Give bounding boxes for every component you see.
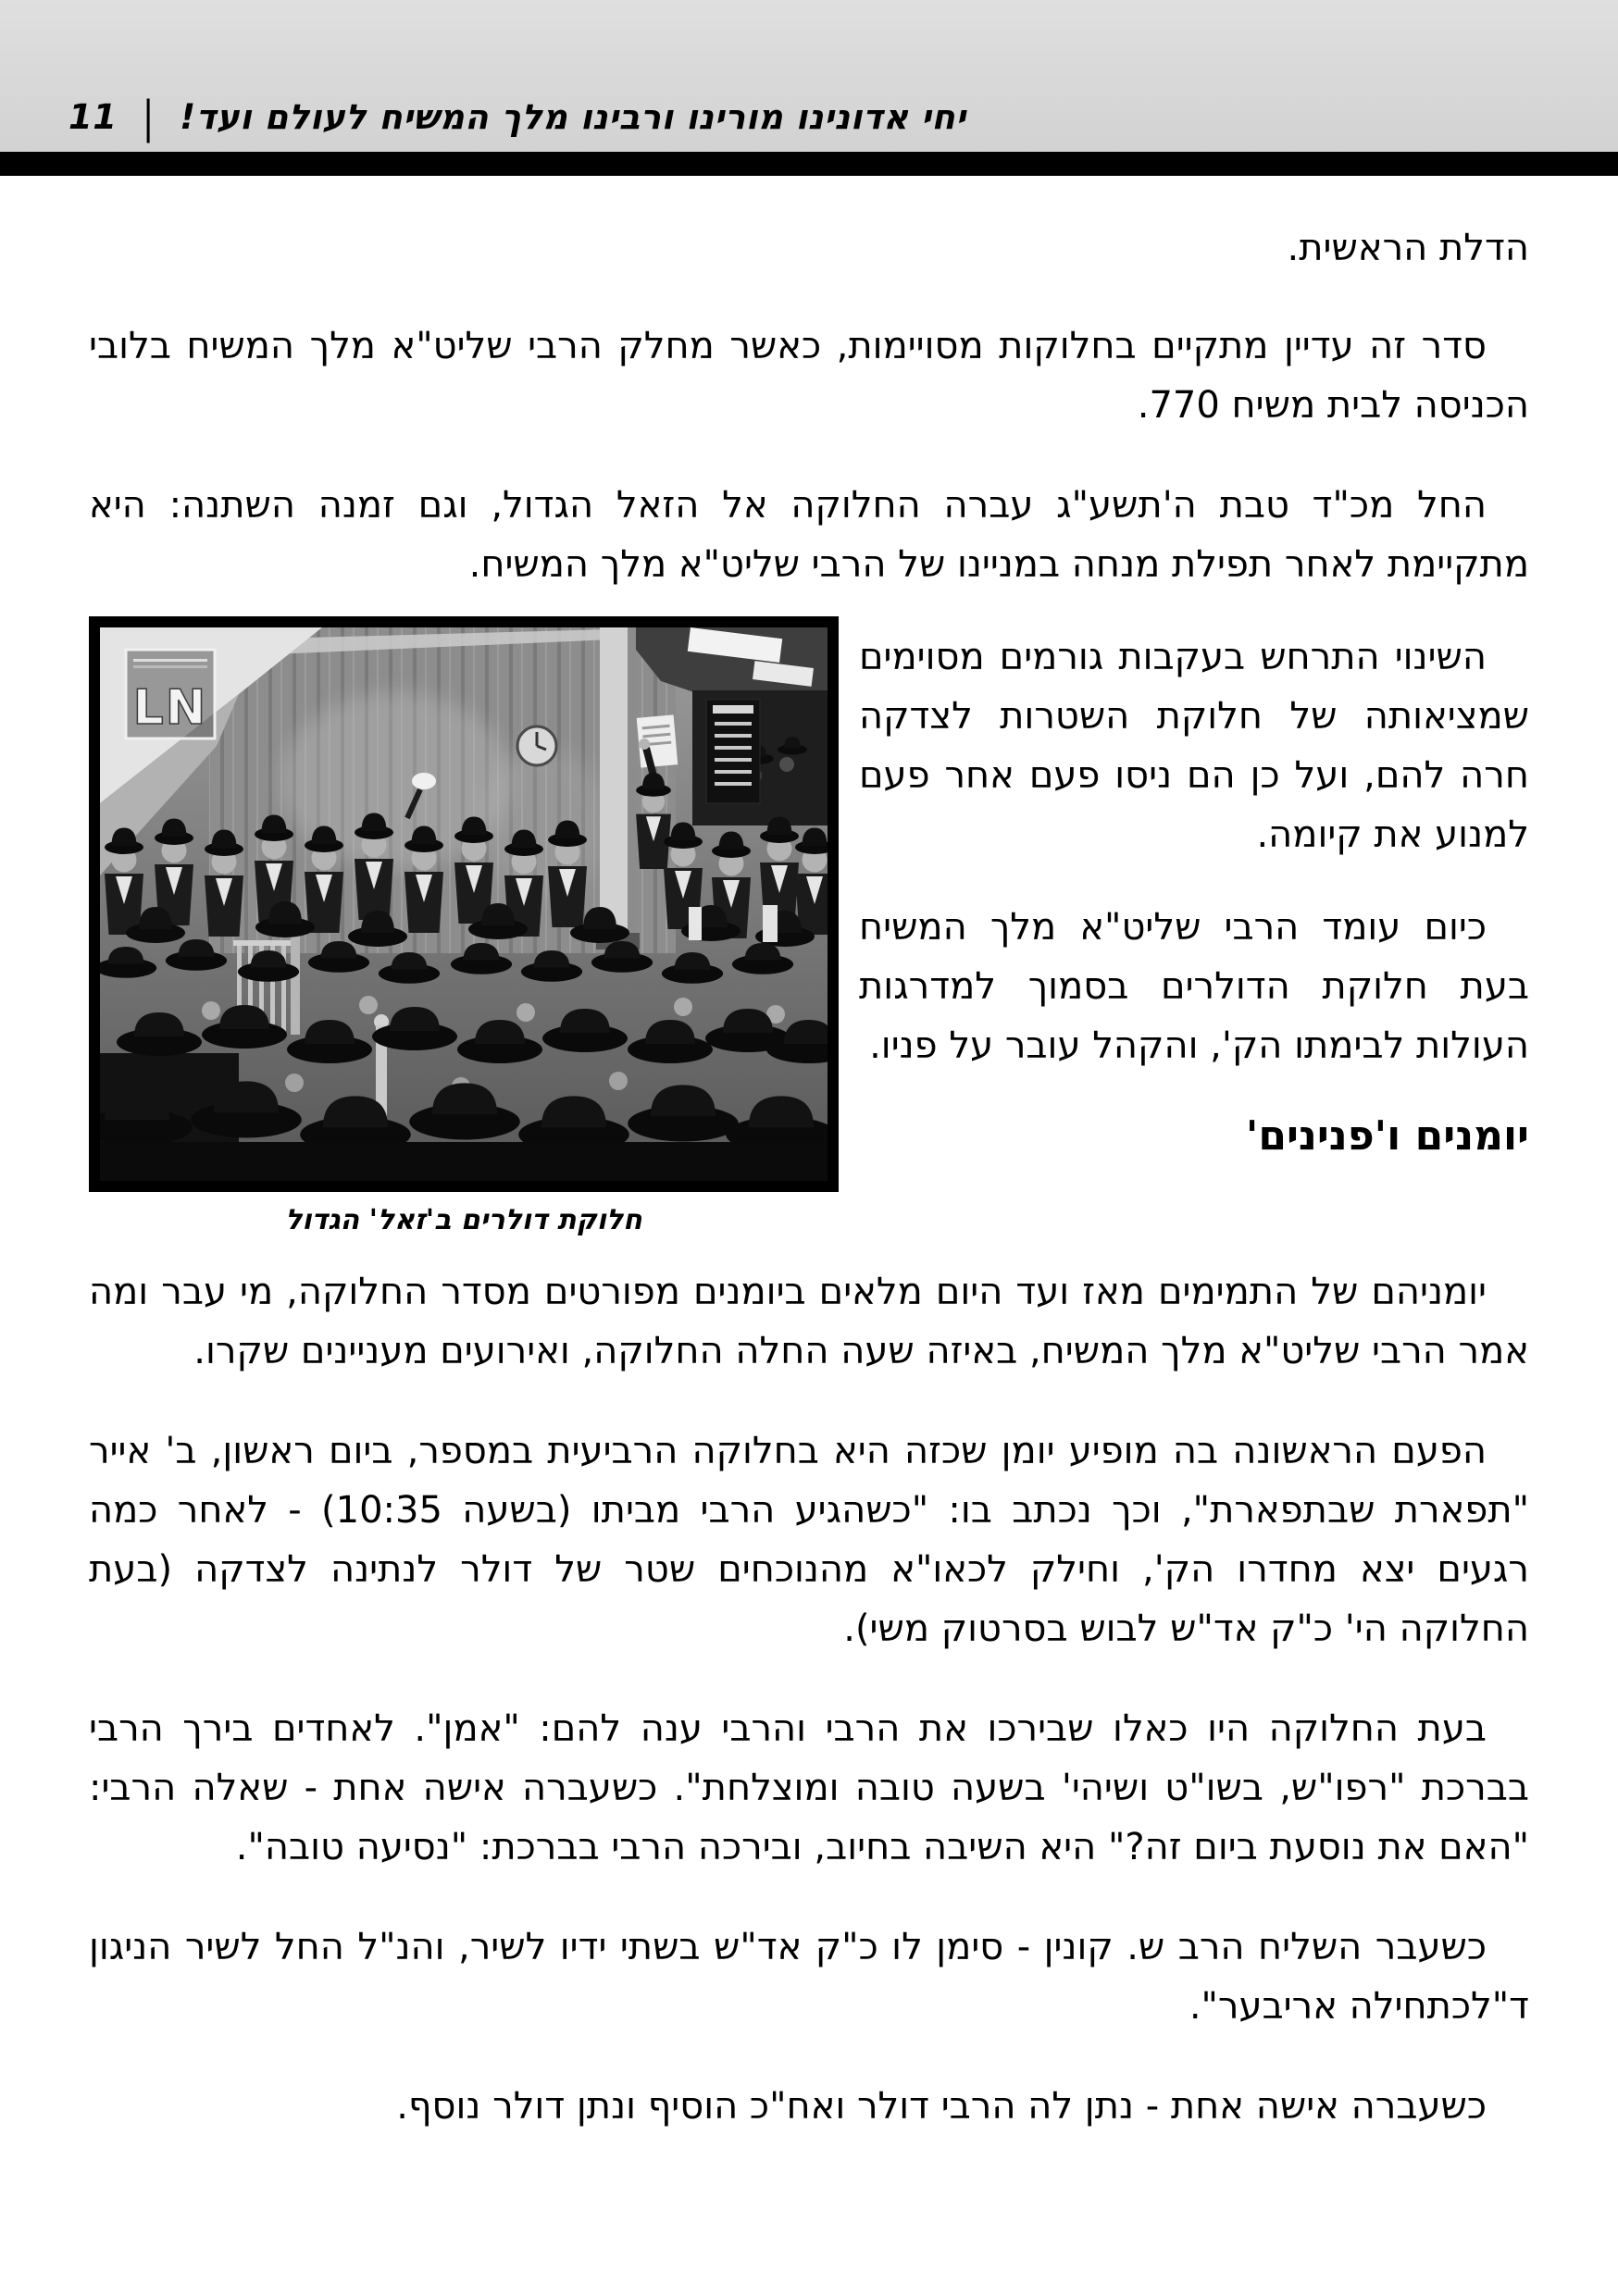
paragraph-4: הפעם הראשונה בה מופיע יומן שכזה היא בחלוקה הרביעית במספר, ביום ראשון, ב' אייר "תפארת שבתפארת", וכך נכתב בו: "כשהגיע הרבי מביתו (בשעה 10:35) - לאחר כמה רגעים יצא מחדרו הק', וחילק לכאו"א מהנוכחים שטר של דולר לנתינה לצדקה (בעת החלוקה הי' כ"ק אד"ש לבוש בסרטוק משי). (89, 1429, 1530, 1650)
header-rule (0, 152, 1618, 176)
header-title: יחי אדונינו מורינו ורבינו מלך המשיח לעולם ועד! (180, 97, 966, 137)
section-heading: יומנים ו'פנינים' (1245, 1112, 1529, 1160)
paragraph-7: כשעברה אישה אחת - נתן לה הרבי דולר ואח"כ הוסיף ונתן דולר נוסף. (396, 2084, 1487, 2128)
side-text-column (859, 616, 1529, 1161)
ln-watermark (126, 650, 215, 738)
paragraph-3: יומניהם של התמימים מאז ועד היום מלאים ביומנים מפורטים מסדר החלוקה, מי עבר ומה אמר הרבי שליט"א מלך המשיח, באיזה שעה החלה החלוקה, ואירועים מעניינים שקרו. (89, 1270, 1529, 1372)
wall-clock (517, 726, 556, 765)
page-number: 11 (68, 97, 118, 137)
page-header (0, 0, 1618, 152)
article-body (0, 176, 1618, 2136)
ln-watermark-text: LN (132, 680, 208, 736)
header-divider: | (142, 91, 155, 143)
paragraph-6: כשעבר השליח הרב ש. קונין - סימן לו כ"ק אד"ש בשתי ידיו לשיר, והנ"ל החל לשיר הניגון ד"לכתחילה אריבער". (89, 1925, 1529, 2028)
side-paragraph-2: כיום עומד הרבי שליט"א מלך המשיח בעת חלוקת הדולרים בסמוך למדרגות העולות לבימתו הק', והקהל עובר על פניו. (859, 906, 1529, 1067)
photo-and-text-row (89, 616, 1529, 1238)
side-paragraph-1: השינוי התרחש בעקבות גורמים מסוימים שמציאותה של חלוקת השטרות לצדקה חרה להם, ועל כן הם ניסו פעם אחר פעם למנוע את קיומה. (859, 636, 1529, 856)
header-line (0, 91, 1618, 152)
opening-line: הדלת הראשית. (1287, 227, 1529, 269)
crowd-photo-figure (89, 616, 839, 1238)
poster (706, 700, 760, 803)
photo-caption: חלוקת דולרים ב'זאל' הגדול (285, 1204, 642, 1236)
crowd-photo (100, 627, 828, 1181)
paragraph-1: סדר זה עדיין מתקיים בחלוקות מסויימות, כאשר מחלק הרבי שליט"א מלך המשיח בלובי הכניסה לבית משיח 770. (89, 325, 1529, 427)
photo-frame (89, 616, 839, 1192)
paragraph-2: החל מכ"ד טבת ה'תשע"ג עברה החלוקה אל הזאל הגדול, וגם זמנה השתנה: היא מתקיימת לאחר תפילת מנחה במניינו של הרבי שליט"א מלך המשיח. (89, 484, 1529, 586)
paragraph-5: בעת החלוקה היו כאלו שבירכו את הרבי והרבי ענה להם: "אמן". לאחדים בירך הרבי בברכת "רפו"ש, בשו"ט ושיהי' בשעה טובה ומוצלחת". כשעברה אישה אחת - שאלה הרבי: "האם את נוסעת ביום זה?" היא השיבה בחיוב, ובירכה הרבי בברכת: "נסיעה טובה". (89, 1706, 1529, 1868)
